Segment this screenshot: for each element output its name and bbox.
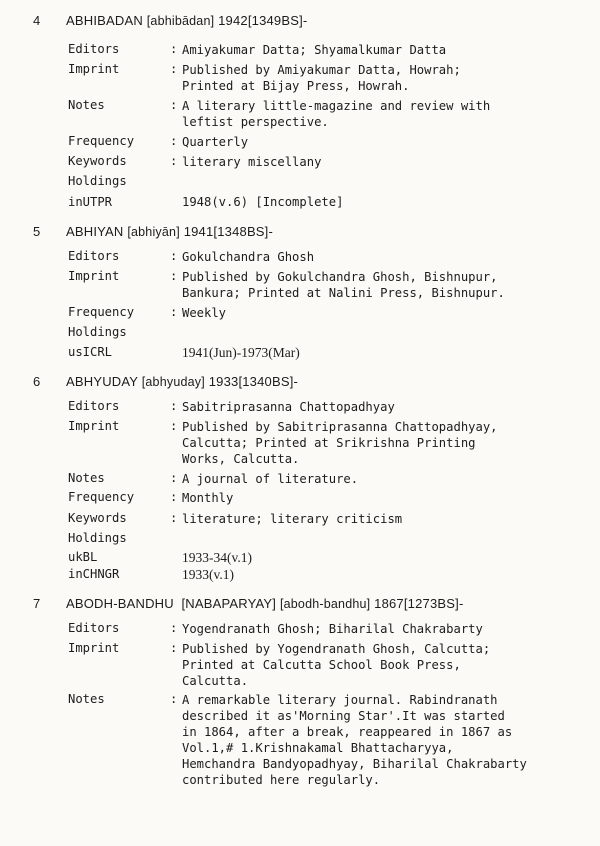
holding-value: 1933(v.1) bbox=[182, 567, 234, 582]
keywords-label: Keywords bbox=[68, 511, 127, 525]
frequency-label: Frequency bbox=[68, 490, 135, 504]
notes-label: Notes bbox=[68, 98, 105, 112]
colon: : bbox=[170, 305, 178, 319]
colon: : bbox=[170, 621, 178, 635]
colon: : bbox=[170, 42, 178, 56]
notes-value: A remarkable literary journal. Rabindranath described it as'Morning Star'.It was started in 1864, after a break, reappeared in 1867 as Vol.1,# 1.Krishnakamal Bhattacharyya, Hemchandra Bandyopadhyay, Biharilal Chakrabarty contributed here regularly. bbox=[182, 693, 527, 787]
holding-library: ukBL bbox=[68, 550, 98, 564]
frequency-value: Quarterly bbox=[182, 135, 249, 149]
colon: : bbox=[170, 471, 178, 485]
holding-library: inUTPR bbox=[68, 195, 113, 209]
title-year: 1941[1348BS]- bbox=[183, 224, 274, 239]
entry-number: 7 bbox=[33, 596, 41, 611]
holdings-label: Holdings bbox=[68, 325, 127, 339]
frequency-label: Frequency bbox=[68, 134, 135, 148]
editors-label: Editors bbox=[68, 42, 120, 56]
notes-value: A journal of literature. bbox=[182, 472, 359, 486]
editors-value: Gokulchandra Ghosh bbox=[182, 250, 315, 264]
editors-value: Yogendranath Ghosh; Biharilal Chakrabarty bbox=[182, 622, 483, 636]
colon: : bbox=[170, 98, 178, 112]
title-year: 1867[1273BS]- bbox=[374, 596, 464, 611]
editors-value: Sabitriprasanna Chattopadhyay bbox=[182, 400, 395, 414]
imprint-value: Published by Gokulchandra Ghosh, Bishnupur, Bankura; Printed at Nalini Press, Bishnupur. bbox=[182, 270, 505, 300]
keywords-value: literary miscellany bbox=[182, 155, 322, 169]
title-text: ABODH-BANDHU [NABAPARYAY] bbox=[66, 596, 277, 611]
imprint-label: Imprint bbox=[68, 62, 120, 76]
imprint-label: Imprint bbox=[68, 419, 120, 433]
colon: : bbox=[170, 134, 178, 148]
entry-number: 4 bbox=[33, 13, 41, 28]
holding-value: 1948(v.6) [Incomplete] bbox=[182, 195, 344, 209]
colon: : bbox=[170, 154, 178, 168]
entry-title bbox=[66, 374, 298, 389]
imprint-label: Imprint bbox=[68, 641, 120, 655]
notes-label: Notes bbox=[68, 471, 105, 485]
entry-number: 6 bbox=[33, 374, 41, 389]
title-transliteration: [abhibādan] bbox=[146, 14, 215, 28]
title-transliteration: [abhyuday] bbox=[141, 375, 205, 389]
colon: : bbox=[170, 249, 178, 263]
frequency-value: Monthly bbox=[182, 491, 234, 505]
frequency-label: Frequency bbox=[68, 305, 135, 319]
editors-label: Editors bbox=[68, 399, 120, 413]
editors-value: Amiyakumar Datta; Shyamalkumar Datta bbox=[182, 43, 447, 57]
title-year: 1933[1340BS]- bbox=[208, 374, 299, 389]
holdings-label: Holdings bbox=[68, 174, 127, 188]
colon: : bbox=[170, 692, 178, 706]
colon: : bbox=[170, 269, 178, 283]
colon: : bbox=[170, 490, 178, 504]
colon: : bbox=[170, 419, 178, 433]
entry-title bbox=[66, 224, 273, 239]
holding-value: 1933-34(v.1) bbox=[182, 550, 252, 565]
keywords-value: literature; literary criticism bbox=[182, 512, 403, 526]
title-text: ABHIBADAN bbox=[66, 13, 143, 28]
colon: : bbox=[170, 641, 178, 655]
notes-value: A literary little-magazine and review with leftist perspective. bbox=[182, 99, 491, 129]
frequency-value: Weekly bbox=[182, 306, 227, 320]
imprint-label: Imprint bbox=[68, 269, 120, 283]
keywords-label: Keywords bbox=[68, 154, 127, 168]
holding-library: inCHNGR bbox=[68, 567, 120, 581]
imprint-value: Published by Yogendranath Ghosh, Calcutta; Printed at Calcutta School Book Press, Calcutta. bbox=[182, 642, 491, 688]
colon: : bbox=[170, 399, 178, 413]
colon: : bbox=[170, 62, 178, 76]
entry-title bbox=[66, 596, 463, 611]
holding-library: usICRL bbox=[68, 345, 113, 359]
holdings-label: Holdings bbox=[68, 531, 127, 545]
title-transliteration: [abodh-bandhu] bbox=[279, 597, 371, 611]
title-year: 1942[1349BS]- bbox=[218, 13, 308, 28]
imprint-value: Published by Amiyakumar Datta, Howrah; Printed at Bijay Press, Howrah. bbox=[182, 63, 461, 93]
title-transliteration: [abhiyān] bbox=[127, 225, 180, 239]
entry-title bbox=[66, 13, 307, 28]
title-text: ABHIYAN bbox=[66, 224, 124, 239]
title-text: ABHYUDAY bbox=[66, 374, 138, 389]
notes-label: Notes bbox=[68, 692, 105, 706]
editors-label: Editors bbox=[68, 621, 120, 635]
editors-label: Editors bbox=[68, 249, 120, 263]
holding-value: 1941(Jun)-1973(Mar) bbox=[182, 345, 300, 360]
colon: : bbox=[170, 511, 178, 525]
entry-number: 5 bbox=[33, 224, 41, 239]
imprint-value: Published by Sabitriprasanna Chattopadhyay, Calcutta; Printed at Srikrishna Printing Works, Calcutta. bbox=[182, 420, 498, 466]
